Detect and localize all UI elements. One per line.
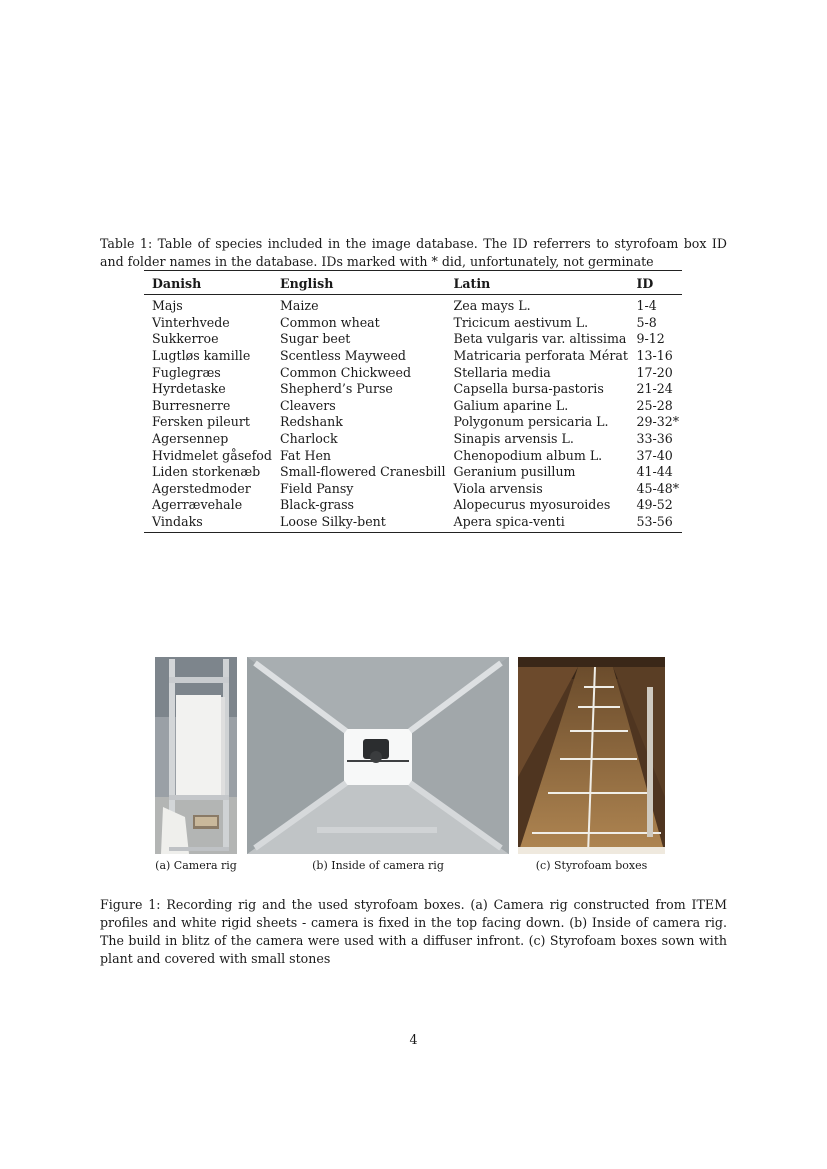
table-header-row xyxy=(144,271,682,295)
cell-english-name: Common Chickweed xyxy=(280,364,412,380)
table-row xyxy=(144,514,682,533)
cell-box-id: 45-48* xyxy=(636,480,680,496)
cell-box-id: 13-16 xyxy=(636,348,673,364)
subcaption-c: (c) Styrofoam boxes xyxy=(535,859,648,872)
cell-latin-name: Chenopodium album L. xyxy=(453,447,603,463)
cell-box-id: 5-8 xyxy=(636,314,657,330)
cell-danish-name: Fuglegræs xyxy=(152,364,221,380)
cell-latin-name: Matricaria perforata Mérat xyxy=(453,348,628,364)
cell-english-name: Loose Silky-bent xyxy=(272,514,445,533)
cell-english-name: Small-flowered Cranesbill xyxy=(280,464,446,480)
cell-english-name: Redshank xyxy=(280,414,343,430)
cell-latin-name: Alopecurus myosuroides xyxy=(453,497,611,513)
cell-danish-name: Liden storkenæb xyxy=(152,464,261,480)
cell-english-name: Scentless Mayweed xyxy=(280,348,406,364)
table-row xyxy=(144,481,682,498)
cell-box-id: 29-32* xyxy=(636,414,680,430)
cell-danish-name: Agerrævehale xyxy=(152,497,243,513)
cell-box-id: 49-52 xyxy=(636,497,673,513)
cell-latin-name: Apera spica-venti xyxy=(445,514,628,533)
table-caption: Table 1: Table of species included in the image database. The ID referrers to styrofoam box ID and folder names in the database. IDs marked with * did, unfortunately, not germinate xyxy=(100,235,727,269)
cell-box-id: 1-4 xyxy=(636,298,657,314)
table-row xyxy=(144,364,682,381)
subcaption-b: (b) Inside of camera rig xyxy=(312,859,444,872)
header-id: ID xyxy=(628,271,682,295)
cell-latin-name: Polygonum persicaria L. xyxy=(453,414,609,430)
header-latin: Latin xyxy=(445,271,628,295)
cell-latin-name: Tricicum aestivum L. xyxy=(453,314,589,330)
table-row xyxy=(144,348,682,365)
cell-danish-name: Lugtløs kamille xyxy=(152,348,251,364)
cell-box-id: 25-28 xyxy=(636,397,673,413)
table-row xyxy=(144,331,682,348)
header-english: English xyxy=(272,271,445,295)
cell-english-name: Cleavers xyxy=(280,397,336,413)
header-danish: Danish xyxy=(144,271,272,295)
cell-danish-name: Majs xyxy=(152,298,183,314)
page-number: 4 xyxy=(409,1032,418,1047)
cell-english-name: Black-grass xyxy=(280,497,355,513)
figure-a-camera-rig-photo xyxy=(155,657,237,854)
table-row xyxy=(144,497,682,514)
table-row xyxy=(144,381,682,398)
cell-english-name: Maize xyxy=(280,298,319,314)
cell-latin-name: Beta vulgaris var. altissima xyxy=(453,331,627,347)
table-row xyxy=(144,315,682,332)
table-row xyxy=(144,295,682,315)
cell-danish-name: Hvidmelet gåsefod xyxy=(152,447,272,463)
table-row xyxy=(144,447,682,464)
cell-box-id: 33-36 xyxy=(636,431,673,447)
cell-english-name: Common wheat xyxy=(280,314,380,330)
subcaption-a: (a) Camera rig xyxy=(155,859,237,872)
cell-latin-name: Galium aparine L. xyxy=(453,397,569,413)
cell-box-id: 37-40 xyxy=(636,447,673,463)
cell-latin-name: Zea mays L. xyxy=(453,298,531,314)
cell-danish-name: Agerstedmoder xyxy=(152,480,251,496)
cell-latin-name: Stellaria media xyxy=(453,364,551,380)
cell-english-name: Shepherd’s Purse xyxy=(280,381,393,397)
table-row xyxy=(144,414,682,431)
table-row xyxy=(144,398,682,415)
cell-danish-name: Fersken pileurt xyxy=(152,414,250,430)
table-row xyxy=(144,464,682,481)
cell-box-id: 9-12 xyxy=(636,331,665,347)
cell-english-name: Sugar beet xyxy=(280,331,351,347)
species-table xyxy=(144,270,682,533)
cell-box-id: 41-44 xyxy=(636,464,673,480)
cell-danish-name: Sukkerroe xyxy=(152,331,219,347)
cell-english-name: Fat Hen xyxy=(280,447,332,463)
cell-latin-name: Sinapis arvensis L. xyxy=(453,431,574,447)
cell-box-id: 17-20 xyxy=(636,364,673,380)
cell-danish-name: Hyrdetaske xyxy=(152,381,226,397)
cell-box-id: 21-24 xyxy=(636,381,673,397)
cell-latin-name: Geranium pusillum xyxy=(453,464,576,480)
cell-english-name: Field Pansy xyxy=(280,480,354,496)
figure-b-rig-interior-photo xyxy=(247,657,509,854)
cell-english-name: Charlock xyxy=(280,431,338,447)
cell-latin-name: Capsella bursa-pastoris xyxy=(453,381,604,397)
figure-c-styrofoam-boxes-photo xyxy=(518,657,665,854)
cell-danish-name: Burresnerre xyxy=(152,397,231,413)
cell-danish-name: Agersennep xyxy=(152,431,229,447)
cell-danish-name: Vindaks xyxy=(144,514,272,533)
table-row xyxy=(144,431,682,448)
cell-danish-name: Vinterhvede xyxy=(152,314,230,330)
cell-box-id: 53-56 xyxy=(628,514,682,533)
cell-latin-name: Viola arvensis xyxy=(453,480,543,496)
figure-caption: Figure 1: Recording rig and the used styrofoam boxes. (a) Camera rig constructed from ITEM profiles and white rigid sheets - camera is fixed in the top facing down. (b) Inside of camera rig. The build in blitz of the camera were used with a diffuser infront. (c) Styrofoam boxes sown with plant and covered with small stones xyxy=(100,896,727,966)
